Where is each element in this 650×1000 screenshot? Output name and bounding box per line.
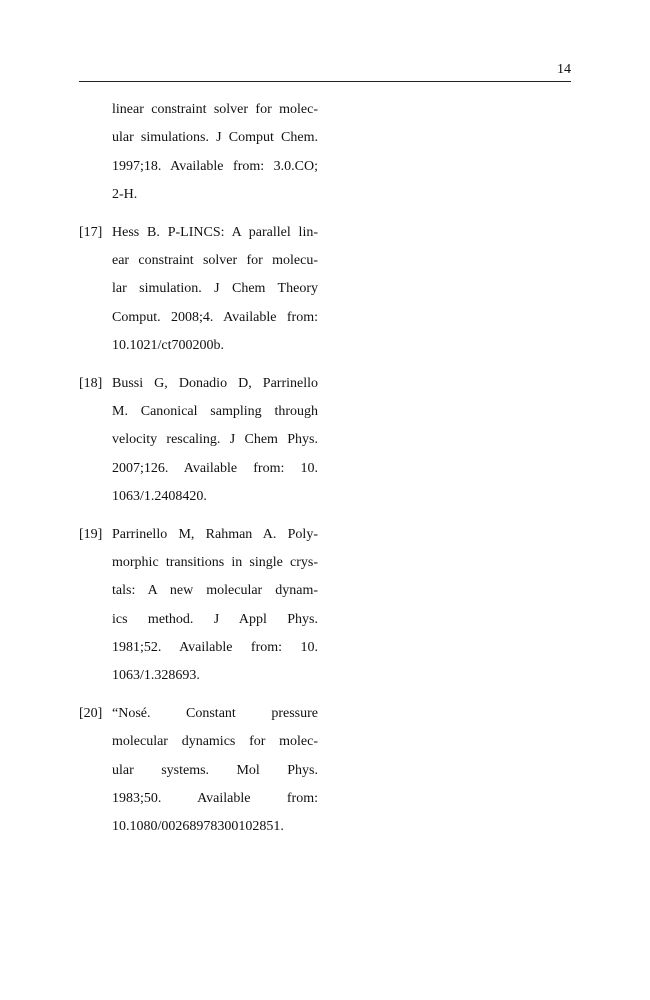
reference-line: 1983;50. Available from: <box>112 790 318 806</box>
reference-line: 2-H. <box>112 186 138 202</box>
reference-line: Bussi G, Donadio D, Parrinello <box>112 375 318 391</box>
reference-line: velocity rescaling. J Chem Phys. <box>112 432 318 448</box>
reference-line: ular systems. Mol Phys. <box>112 762 318 778</box>
reference-line: morphic transitions in single crys- <box>112 554 318 570</box>
reference-entry-17 <box>79 219 318 360</box>
reference-entry-20 <box>79 700 318 841</box>
reference-line: 10.1021/ct700200b. <box>112 337 224 353</box>
reference-line: ear constraint solver for molecu- <box>112 252 318 268</box>
page-number: 14 <box>557 62 571 77</box>
reference-line: Parrinello M, Rahman A. Poly- <box>112 526 318 542</box>
reference-entry-19 <box>79 521 318 691</box>
reference-line: “Nosé. Constant pressure <box>112 705 318 721</box>
reference-text <box>112 700 318 841</box>
reference-line: linear constraint solver for molec- <box>112 102 318 117</box>
reference-line: 1063/1.2408420. <box>112 488 207 504</box>
reference-line: ular simulations. J Comput Chem. <box>112 130 318 146</box>
reference-label: [18] <box>79 375 103 391</box>
reference-label <box>79 96 112 209</box>
reference-line: 1997;18. Available from: 3.0.CO; <box>112 158 318 174</box>
reference-line: lar simulation. J Chem Theory <box>112 281 318 297</box>
reference-label: [19] <box>79 526 103 542</box>
reference-line: 1981;52. Available from: 10. <box>112 639 318 655</box>
reference-text <box>112 521 318 691</box>
header-rule <box>79 81 571 82</box>
reference-line: Comput. 2008;4. Available from: <box>112 309 318 325</box>
reference-entry-16-continued <box>79 96 318 209</box>
reference-line: 1063/1.328693. <box>112 668 200 684</box>
reference-text <box>112 370 318 511</box>
reference-line: M. Canonical sampling through <box>112 403 318 419</box>
reference-label: [17] <box>79 224 103 240</box>
reference-line: tals: A new molecular dynam- <box>112 583 318 599</box>
reference-list <box>79 96 318 851</box>
reference-entry-18 <box>79 370 318 511</box>
reference-line: ics method. J Appl Phys. <box>112 611 318 627</box>
reference-label: [20] <box>79 705 103 721</box>
reference-text <box>112 219 318 360</box>
reference-line: 10.1080/00268978300102851. <box>112 819 284 835</box>
reference-line: 2007;126. Available from: 10. <box>112 460 318 476</box>
reference-text <box>112 96 318 209</box>
reference-line: molecular dynamics for molec- <box>112 734 318 750</box>
reference-line: Hess B. P-LINCS: A parallel lin- <box>112 224 318 240</box>
